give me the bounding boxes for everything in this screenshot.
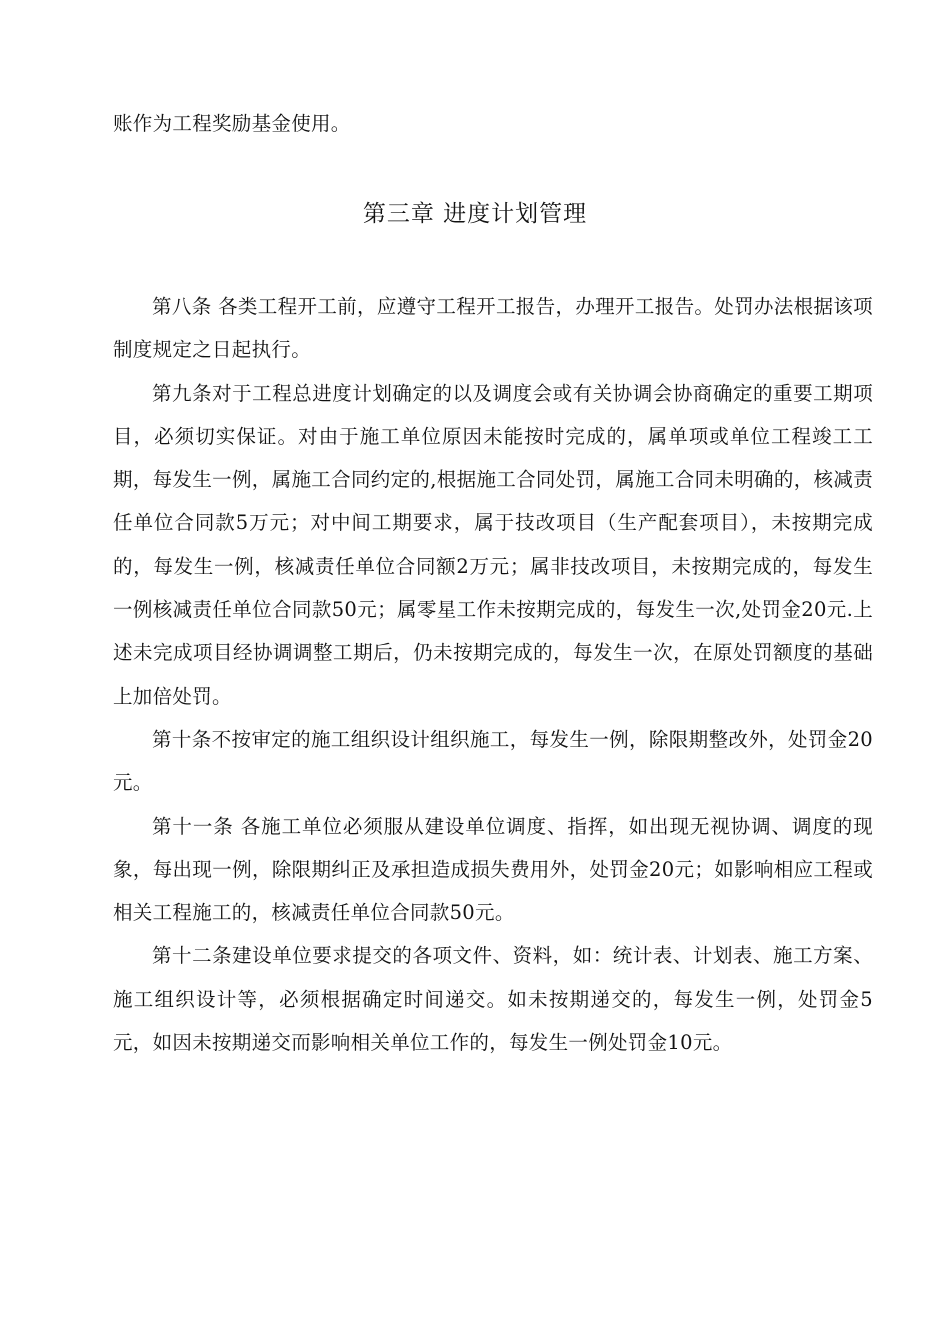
articles-section	[113, 285, 873, 1064]
article-8: 第八条 各类工程开工前，应遵守工程开工报告，办理开工报告。处罚办法根据该项制度规定之日起执行。	[113, 295, 873, 362]
chapter-title: 第三章 进度计划管理	[362, 201, 588, 227]
article-9: 第九条对于工程总进度计划确定的以及调度会或有关协调会协商确定的重要工期项目，必须切实保证。对由于施工单位原因未能按时完成的，属单项或单位工程竣工工期，每发生一例，属施工合同约定的,根据施工合同处罚，属施工合同未明确的，核减责任单位合同款5万元；对中间工期要求，属于技改项目（生产配套项目），未按期完成的，每发生一例，核减责任单位合同额2万元；属非技改项目，未按期完成的，每发生一例核减责任单位合同款50元；属零星工作未按期完成的，每发生一次,处罚金20元.上述未完成项目经协调调整工期后，仍未按期完成的，每发生一次，在原处罚额度的基础上加倍处罚。	[113, 381, 873, 708]
continued-paragraph: 账作为工程奖励基金使用。	[113, 112, 351, 135]
article-11: 第十一条 各施工单位必须服从建设单位调度、指挥，如出现无视协调、调度的现象，每出现一例，除限期纠正及承担造成损失费用外，处罚金20元；如影响相应工程或相关工程施工的，核减责任单位合同款50元。	[113, 814, 873, 925]
article-10: 第十条不按审定的施工组织设计组织施工，每发生一例，除限期整改外，处罚金20元。	[113, 727, 873, 795]
article-12: 第十二条建设单位要求提交的各项文件、资料，如：统计表、计划表、施工方案、施工组织设计等，必须根据确定时间递交。如未按期递交的，每发生一例，处罚金5元，如因未按期递交而影响相关单位工作的，每发生一例处罚金10元。	[113, 944, 873, 1055]
